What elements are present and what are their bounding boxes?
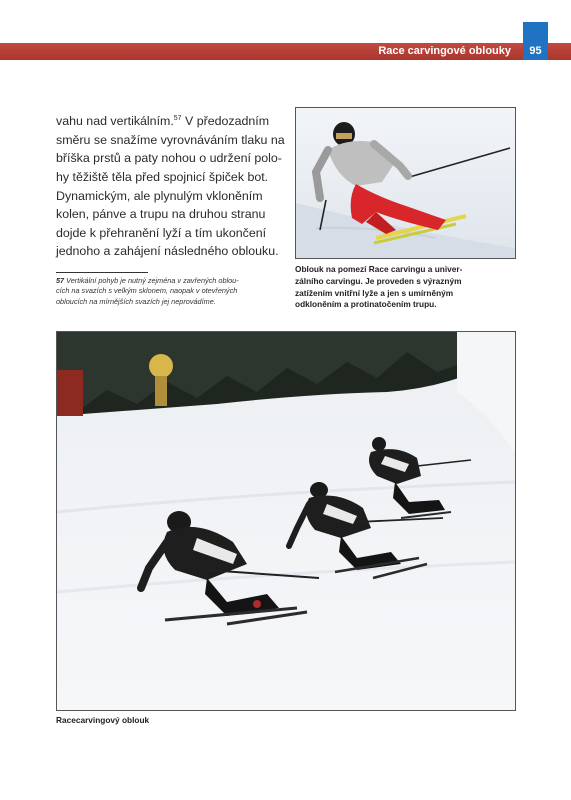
body-line: bříška prstů a paty nohou o udržení polo- <box>56 151 282 166</box>
top-photo-caption: Oblouk na pomezí Race carvingu a univer- zálního carvingu. Je proveden s výrazným zatížením vnitřní lyže a jen s umírněným odkloněním a protinatočením trupu. <box>295 264 463 310</box>
body-line: vahu nad vertikálním.$^{57}$ V předozadním <box>56 114 270 129</box>
body-line: směru se snažíme vyrovnáváním tlaku na <box>56 132 285 147</box>
body-line: hy těžiště těla před spojnicí špiček bot. <box>56 169 269 184</box>
skier-red-pants-photo <box>295 107 516 259</box>
running-header-title: Race carvingové oblouky <box>378 45 511 57</box>
body-line: Dynamickým, ale plynulým vkloněním <box>56 188 263 203</box>
footnote: 57 Vertikální pohyb je nutný zejména v zavřených oblou- cích na svazích s velkým sklonem, naopak v otevřených obloucích na mírnějších svazích jej neprovádíme. <box>56 276 239 306</box>
body-line: jednoho a zahájení následného oblouku. <box>56 244 279 259</box>
three-skiers-photo <box>56 331 516 711</box>
bottom-photo-caption: Racecarvingový oblouk <box>56 715 150 725</box>
page-number: 95 <box>529 45 542 57</box>
body-text <box>56 110 285 261</box>
footnote-reference: 57 <box>173 115 182 122</box>
body-line: kolen, pánve a trupu na druhou stranu <box>56 207 266 222</box>
footnote-rule <box>56 272 148 273</box>
body-line: dojde k přehranění lyží a tím ukončení <box>56 225 267 240</box>
page-number-box <box>523 22 548 60</box>
footnote-number: 57 <box>56 276 65 285</box>
